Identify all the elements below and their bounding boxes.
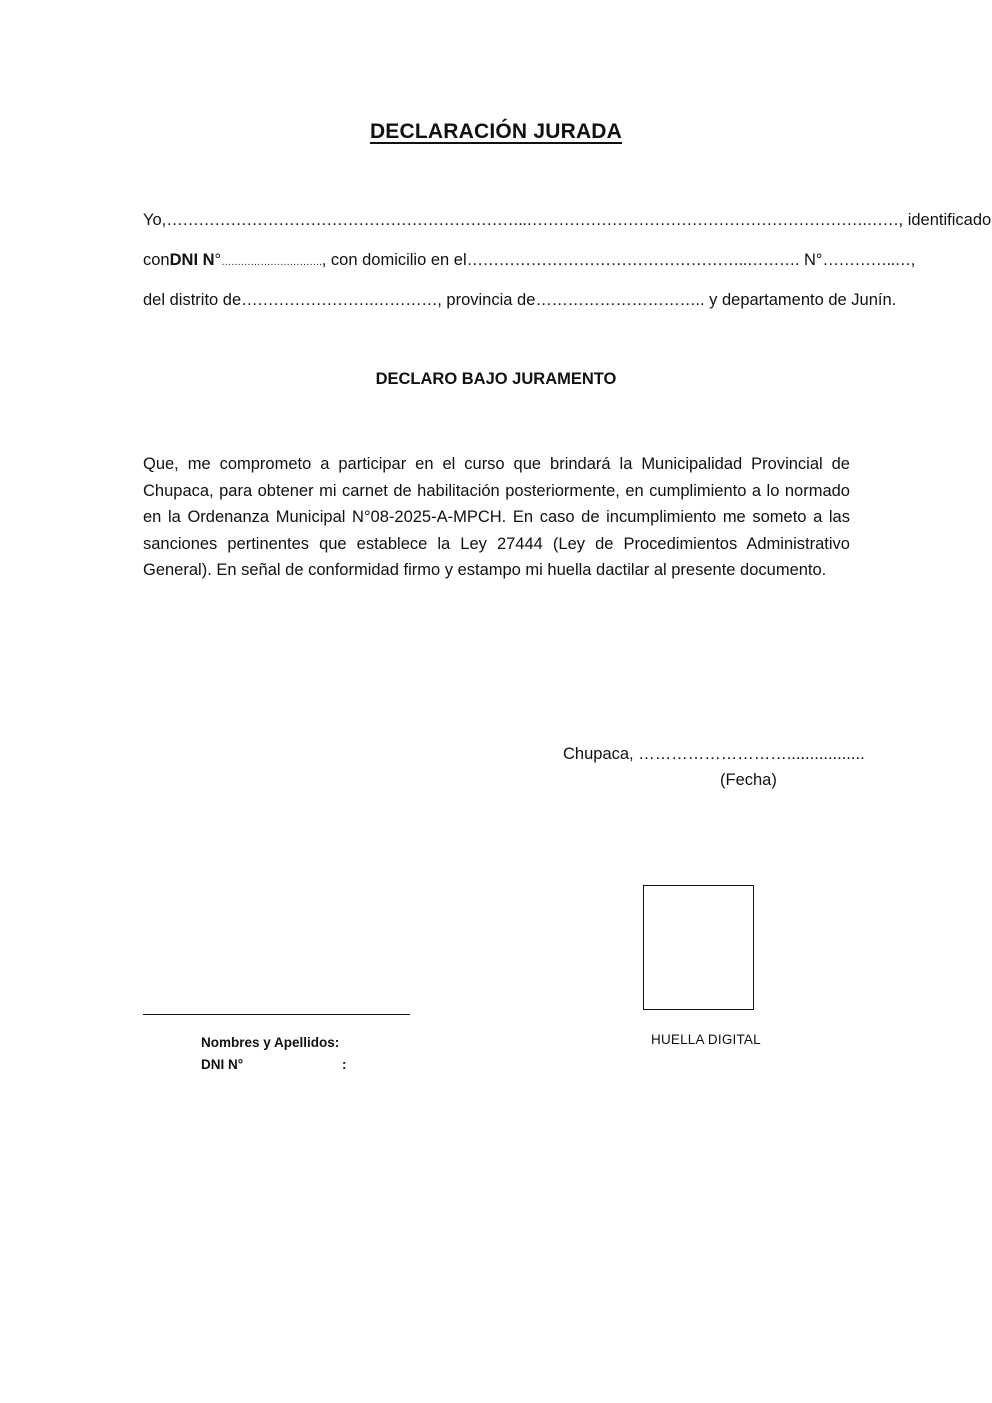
dni-address-line bbox=[143, 249, 916, 274]
address-blank[interactable]: ……………………………………………..……… bbox=[466, 251, 795, 269]
document-title: DECLARACIÓN JURADA bbox=[369, 120, 623, 143]
district-prefix: del distrito de bbox=[143, 291, 242, 309]
location-line bbox=[143, 289, 897, 311]
signature-names-label: Nombres y Apellidos: bbox=[201, 1035, 340, 1050]
address-prefix: , con domicilio en el bbox=[321, 251, 467, 269]
number-label: . N° bbox=[794, 251, 823, 269]
declaration-body: Que, me comprometo a participar en el curso que brindará la Municipalidad Provincial de Chupaca, para obtener mi carnet de habilitación posteriormente, en cumplimiento a lo normado en la Ordenanza Municipal N°08-2025-A-MPCH. En caso de incumplimiento me someto a las sanciones pertinentes que establece la Ley 27444 (Ley de Procedimientos Administrativo General). En señal de conformidad firmo y estampo mi huella dactilar al presente documento. bbox=[143, 455, 850, 579]
province-blank[interactable]: ………………………… bbox=[535, 291, 696, 309]
declaration-heading: DECLARO BAJO JURAMENTO bbox=[375, 370, 617, 388]
name-suffix: , identificado bbox=[898, 211, 992, 229]
place-date-field[interactable]: Chupaca, ………………………................. bbox=[563, 745, 865, 763]
signature-dni-label: DNI N° bbox=[201, 1057, 244, 1072]
fingerprint-box bbox=[643, 885, 754, 1010]
name-blank[interactable]: …………………………………………………………..……………………………………………………….…… bbox=[166, 211, 899, 229]
signature-dni-colon: : bbox=[342, 1057, 347, 1072]
dni-blank[interactable]: …………………………. bbox=[221, 257, 322, 268]
signature-line[interactable] bbox=[143, 1014, 410, 1015]
department-text: .. y departamento de Junín. bbox=[695, 291, 897, 309]
declarant-name-line bbox=[143, 209, 992, 231]
line2-end: , bbox=[910, 251, 916, 269]
dni-degree: ° bbox=[214, 251, 222, 269]
dni-prefix: con bbox=[143, 251, 170, 269]
fingerprint-label: HUELLA DIGITAL bbox=[651, 1032, 761, 1047]
date-caption: (Fecha) bbox=[720, 771, 777, 789]
number-blank[interactable]: …………..… bbox=[822, 251, 911, 269]
province-prefix: , provincia de bbox=[437, 291, 536, 309]
district-blank[interactable]: …………………….………… bbox=[241, 291, 438, 309]
dni-label: DNI N bbox=[169, 251, 215, 269]
name-prefix: Yo, bbox=[143, 211, 167, 229]
